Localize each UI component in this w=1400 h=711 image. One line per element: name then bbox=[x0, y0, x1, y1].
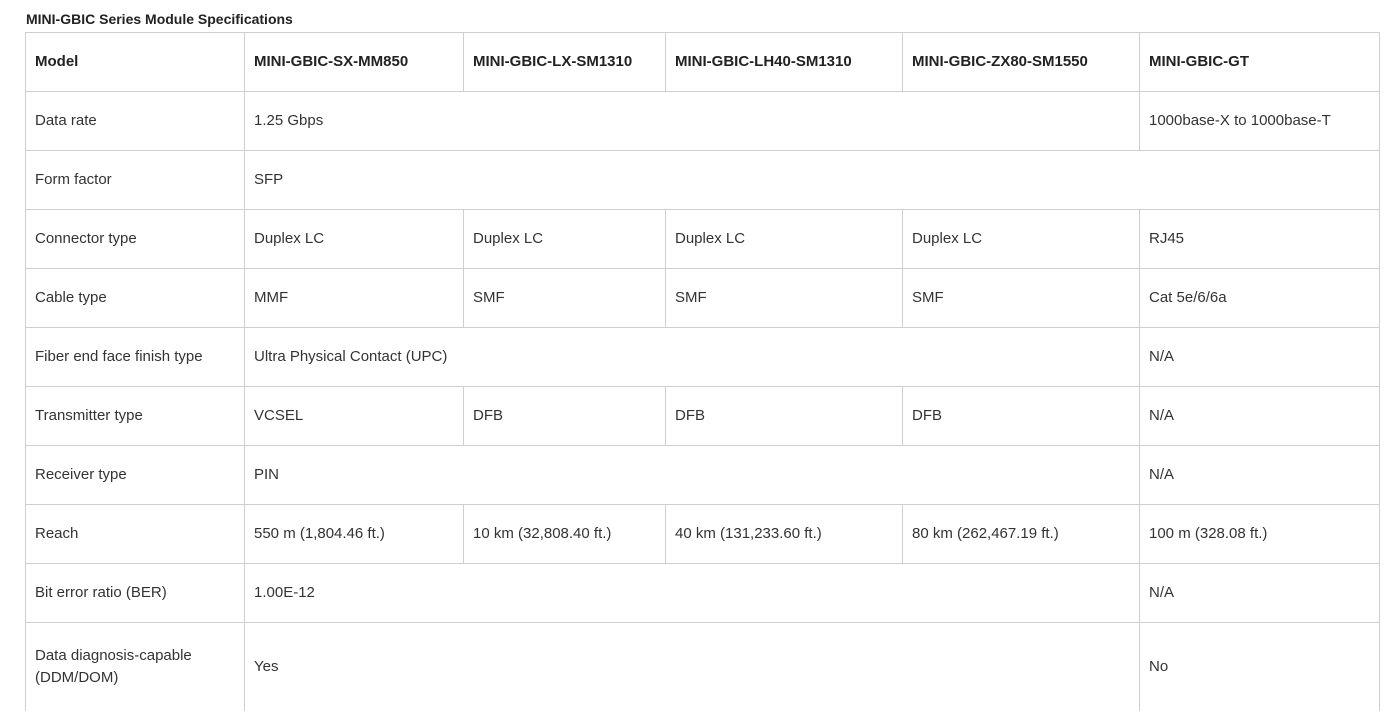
table-cell: 1000base-X to 1000base-T bbox=[1140, 92, 1380, 151]
table-cell: Duplex LC bbox=[464, 210, 666, 269]
table-cell: 1.00E-12 bbox=[245, 564, 1140, 623]
table-cell: No bbox=[1140, 623, 1380, 711]
header-model-zx80: MINI-GBIC-ZX80-SM1550 bbox=[903, 33, 1140, 92]
table-cell: VCSEL bbox=[245, 387, 464, 446]
table-row-connector-type bbox=[26, 210, 1380, 269]
row-label: Data rate bbox=[26, 92, 245, 151]
table-row-form-factor bbox=[26, 151, 1380, 210]
table-cell: Duplex LC bbox=[245, 210, 464, 269]
table-row-end-face bbox=[26, 328, 1380, 387]
header-model-label: Model bbox=[26, 33, 245, 92]
table-cell: Cat 5e/6/6a bbox=[1140, 269, 1380, 328]
header-model-sx: MINI-GBIC-SX-MM850 bbox=[245, 33, 464, 92]
table-row-receiver-type bbox=[26, 446, 1380, 505]
table-cell: Yes bbox=[245, 623, 1140, 711]
row-label: Receiver type bbox=[26, 446, 245, 505]
table-cell: DFB bbox=[903, 387, 1140, 446]
table-cell: MMF bbox=[245, 269, 464, 328]
table-cell: 40 km (131,233.60 ft.) bbox=[666, 505, 903, 564]
row-label: Connector type bbox=[26, 210, 245, 269]
row-label: Cable type bbox=[26, 269, 245, 328]
table-cell: DFB bbox=[464, 387, 666, 446]
table-cell: Duplex LC bbox=[666, 210, 903, 269]
row-label: Form factor bbox=[26, 151, 245, 210]
table-cell: 80 km (262,467.19 ft.) bbox=[903, 505, 1140, 564]
table-cell: DFB bbox=[666, 387, 903, 446]
row-label: Data diagnosis-capable (DDM/DOM) bbox=[26, 623, 245, 711]
table-cell: SMF bbox=[464, 269, 666, 328]
table-cell: SMF bbox=[903, 269, 1140, 328]
table-row-data-rate bbox=[26, 92, 1380, 151]
table-row-ddm bbox=[26, 623, 1380, 711]
table-cell: 550 m (1,804.46 ft.) bbox=[245, 505, 464, 564]
table-cell: Duplex LC bbox=[903, 210, 1140, 269]
table-cell: 100 m (328.08 ft.) bbox=[1140, 505, 1380, 564]
table-row-transmitter-type bbox=[26, 387, 1380, 446]
table-cell: N/A bbox=[1140, 564, 1380, 623]
row-label: Fiber end face finish type bbox=[26, 328, 245, 387]
header-model-lh40: MINI-GBIC-LH40-SM1310 bbox=[666, 33, 903, 92]
row-label: Reach bbox=[26, 505, 245, 564]
table-caption: MINI-GBIC Series Module Specifications bbox=[26, 9, 293, 29]
table-row-reach bbox=[26, 505, 1380, 564]
table-cell: RJ45 bbox=[1140, 210, 1380, 269]
header-model-gt: MINI-GBIC-GT bbox=[1140, 33, 1380, 92]
table-cell: 10 km (32,808.40 ft.) bbox=[464, 505, 666, 564]
table-header-row bbox=[26, 33, 1380, 92]
header-model-lx: MINI-GBIC-LX-SM1310 bbox=[464, 33, 666, 92]
table-cell: SFP bbox=[245, 151, 1380, 210]
row-label: Bit error ratio (BER) bbox=[26, 564, 245, 623]
table-cell: Ultra Physical Contact (UPC) bbox=[245, 328, 1140, 387]
row-label: Transmitter type bbox=[26, 387, 245, 446]
table-row-cable-type bbox=[26, 269, 1380, 328]
table-cell: 1.25 Gbps bbox=[245, 92, 1140, 151]
table-cell: SMF bbox=[666, 269, 903, 328]
table-cell: N/A bbox=[1140, 328, 1380, 387]
table-row-ber bbox=[26, 564, 1380, 623]
table-cell: N/A bbox=[1140, 387, 1380, 446]
spec-table bbox=[25, 32, 1380, 711]
table-cell: N/A bbox=[1140, 446, 1380, 505]
table-cell: PIN bbox=[245, 446, 1140, 505]
